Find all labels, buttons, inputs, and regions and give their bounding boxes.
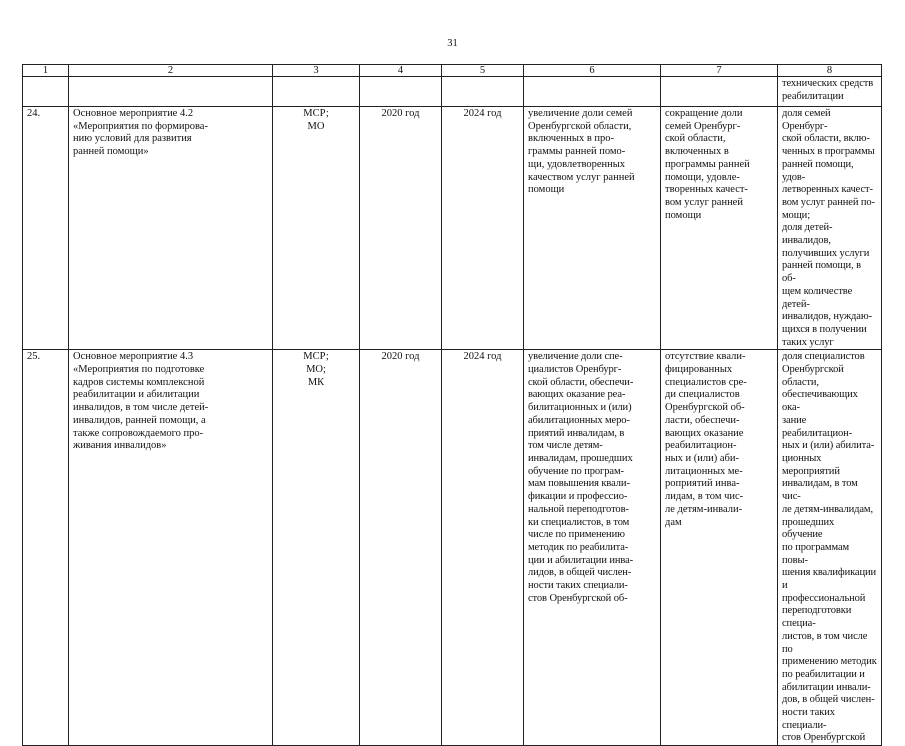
cell-empty: [23, 77, 69, 107]
cell-executor: МСР; МО; МК: [273, 350, 360, 746]
table-header-row: [23, 65, 882, 77]
cell-executor: МСР; МО: [273, 107, 360, 350]
measures-table: [22, 64, 882, 746]
column-number-7: 7: [661, 65, 778, 77]
column-number-5: 5: [442, 65, 524, 77]
cell-indicator: доля семей Оренбург- ской области, вклю- ченных в программы ранней помощи, удов- летворенных качест- вом услуг ранней по- мощи; доля детей-инвалидов, получивших услуги ранней помощи, в об- щем количестве детей- инвалидов, нуждаю- щихся в получении таких услуг: [778, 107, 882, 350]
page-number: 31: [447, 38, 458, 49]
cell-row-number: 25.: [23, 350, 69, 746]
cell-start-year: 2020 год: [360, 350, 442, 746]
cell-end-year: 2024 год: [442, 107, 524, 350]
cell-consequence: сокращение доли семей Оренбург- ской области, включенных в программы ранней помощи, удовле- творенных качест- вом услуг ранней помощи: [661, 107, 778, 350]
table-row-25: [23, 350, 882, 746]
cell-end-year: 2024 год: [442, 350, 524, 746]
cell-row-number: 24.: [23, 107, 69, 350]
column-number-2: 2: [69, 65, 273, 77]
table-row-24: [23, 107, 882, 350]
column-number-4: 4: [360, 65, 442, 77]
column-number-1: 1: [23, 65, 69, 77]
column-number-3: 3: [273, 65, 360, 77]
cell-empty: [661, 77, 778, 107]
cell-expected-result: увеличение доли спе- циалистов Оренбург- ской области, обеспечи- вающих оказание реа- билитационных и (или) абилитационных меро- приятий инвалидам, в том числе детям- инвалидам, прошедших обучение по програм- мам повышения квали- фикации и профессио- нальной переподготов- ки специалистов, в том числе по применению методик по реабилита- ции и абилитации инва- лидов, в общей числен- ности таких специали- стов Оренбургской об-: [524, 350, 661, 746]
column-number-8: 8: [778, 65, 882, 77]
cell-empty: [360, 77, 442, 107]
cell-empty: [524, 77, 661, 107]
cell-empty: [442, 77, 524, 107]
cell-indicator: доля специалистов Оренбургской области, обеспечивающих ока- зание реабилитацион- ных и (или) абилита- ционных мероприятий инвалидам, в том чис- ле детям-инвалидам, прошедших обучение по программам повы- шения квалификации и профессиональной переподготовки специа- листов, в том числе по применению методик по реабилитации и абилитации инвали- дов, в общей числен- ности таких специали- стов Оренбургской: [778, 350, 882, 746]
column-number-6: 6: [524, 65, 661, 77]
table-row-continuation: [23, 77, 882, 107]
cell-event-name: Основное мероприятие 4.3 «Мероприятия по подготовке кадров системы комплексной реабилитации и абилитации инвалидов, в том числе детей- инвалидов, ранней помощи, а также сопровождаемого про- живания инвалидов»: [69, 350, 273, 746]
cell-event-name: Основное мероприятие 4.2 «Мероприятия по формирова- нию условий для развития ранней помощи»: [69, 107, 273, 350]
cell-consequence: отсутствие квали- фицированных специалистов сре- ди специалистов Оренбургской об- ласти, обеспечи- вающих оказание реабилитацион- ных и (или) аби- литационных ме- роприятий инва- лидам, в том чис- ле детям-инвали- дам: [661, 350, 778, 746]
cell-indicator-continuation: технических средств реабилитации: [778, 77, 882, 107]
cell-start-year: 2020 год: [360, 107, 442, 350]
cell-empty: [273, 77, 360, 107]
cell-expected-result: увеличение доли семей Оренбургской области, включенных в про- граммы ранней помо- щи, удовлетворенных качеством услуг ранней помощи: [524, 107, 661, 350]
cell-empty: [69, 77, 273, 107]
